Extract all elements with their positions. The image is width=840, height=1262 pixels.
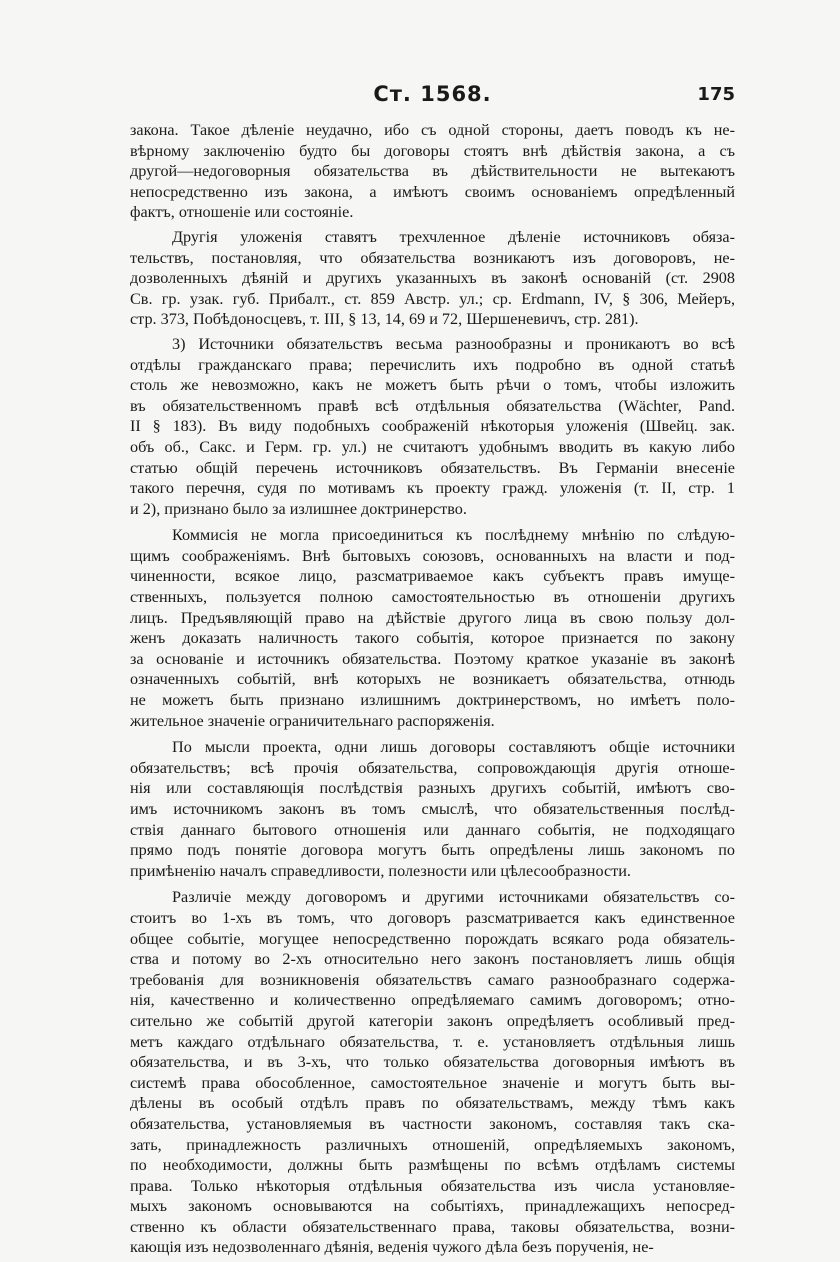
text-line: мыхъ закономъ основываются на событіяхъ, принадлежащихъ непосред- [130,1197,735,1216]
text-line: ства и потому во 2-хъ относительно него законъ постановляетъ лишь общія [130,950,735,969]
text-line: лицъ. Предъявляющій право на дѣйствіе другого лица въ свою пользу дол- [130,608,735,627]
text-line: фактъ, отношеніе или состояніе. [130,203,354,222]
text-line: статью общій перечень источниковъ обязательствъ. Въ Германіи внесеніе [130,458,735,477]
text-line: и 2), признано было за излишнее доктринерство. [130,499,467,518]
body-text [130,120,735,1262]
text-line: прямо подъ понятіе договора могутъ быть опредѣлены лишь закономъ по [130,841,735,860]
text-line: нія или составляющія послѣдствія разныхъ другихъ событій, имѣютъ сво- [130,779,735,798]
paragraph [130,334,735,519]
text-line: щимъ соображеніямъ. Внѣ бытовыхъ союзовъ, основанныхъ на власти и под- [130,546,735,565]
text-line: чиненности, всякое лицо, разсматриваемое какъ субъектъ правъ имуще- [130,567,735,586]
text-line: женъ доказать наличность такого событія, которое признается по закону [130,629,735,648]
text-line: ственно къ области обязательственнаго права, таковы обязательства, возни- [130,1217,735,1236]
text-line: права. Только нѣкоторыя отдѣльныя обязательства изъ числа установляе- [130,1176,735,1195]
text-line: По мысли проекта, одни лишь договоры составляютъ общіе источники [172,738,735,757]
text-line: сительно же событій другой категоріи законъ опредѣляетъ особливый пред- [130,1011,735,1030]
text-line: стоитъ во 1-хъ въ томъ, что договоръ разсматривается какъ единственное [130,908,735,927]
text-line: Св. гр. узак. губ. Прибалт., ст. 859 Австр. ул.; ср. Erdmann, IV, § 306, Мейеръ, [130,289,735,308]
text-line: столь же невозможно, какъ не можетъ быть рѣчи о томъ, чтобы изложить [130,376,735,395]
text-line: II § 183). Въ виду подобныхъ соображеній нѣкоторыя уложенія (Швейц. зак. [130,417,735,436]
paragraph [130,525,735,731]
text-line: обязательства, и въ 3-хъ, что только обязательства договорныя имѣютъ въ [130,1053,735,1072]
text-line: Другія уложенія ставятъ трехчленное дѣленіе источниковъ обяза- [172,227,735,246]
text-line: дозволенныхъ дѣяній и другихъ указанныхъ въ законѣ основаній (ст. 2908 [130,269,735,288]
text-line: тельствъ, постановляя, что обязательства возникаютъ изъ договоровъ, не- [130,248,735,267]
text-line: обязательствъ; всѣ прочія обязательства, сопровождающія другія отноше- [130,758,735,777]
text-line: за основаніе и источникъ обязательства. Поэтому краткое указаніе въ законѣ [130,649,735,668]
text-line: въ обязательственномъ правѣ всѣ отдѣльныя обязательства (Wächter, Pand. [130,396,735,415]
text-line: закона. Такое дѣленіе неудачно, ибо съ одной стороны, даетъ поводъ къ не- [130,121,735,139]
text-line: Коммисія не могла присоединиться къ послѣднему мнѣнію по слѣдую- [172,526,735,545]
text-line: по необходимости, должны быть размѣщены по всѣмъ отдѣламъ системы [130,1156,735,1175]
paragraph [130,737,735,881]
text-line: кающія изъ недозволеннаго дѣянія, веденія чужого дѣла безъ порученія, не- [130,1238,654,1257]
text-line: имъ источникомъ законъ въ томъ смыслѣ, что обязательственныя послѣд- [130,800,735,818]
text-line: нія, качественно и количественно опредѣляемаго самимъ договоромъ; отно- [130,991,735,1010]
text-line: жительное значеніе ограничительнаго распоряженія. [130,711,495,730]
text-line: объ об., Сакс. и Герм. гр. ул.) не считаютъ удобнымъ вводить въ какую либо [130,437,735,456]
text-line: не можетъ быть признано излишнимъ доктринерствомъ, но имѣетъ поло- [130,691,735,710]
text-line: Различіе между договоромъ и другими источниками обязательствъ со- [172,888,735,907]
page-number: 175 [697,84,735,105]
text-line: непосредственно изъ закона, а имѣютъ своимъ основаніемъ опредѣленный [130,182,735,201]
text-line: примѣненію началъ справедливости, полезности или цѣлесообразности. [130,861,631,880]
paragraph [130,887,735,1258]
article-heading: Ст. 1568. [373,82,492,106]
text-line: системѣ права обособленное, самостоятельное значеніе и могутъ быть вы- [130,1073,735,1092]
text-line: обязательства, установляемыя въ частности закономъ, составляя такъ ска- [130,1114,735,1133]
text-line: такого перечня, судя по мотивамъ къ проекту гражд. уложенія (т. II, стр. 1 [130,479,735,498]
page-header [130,82,735,112]
text-line: 3) Источники обязательствъ весьма разнообразны и проникаютъ во всѣ [172,334,735,353]
text-line: означенныхъ событій, внѣ которыхъ не возникаетъ обязательства, отнюдь [130,670,735,689]
text-line: вѣрному заключенію будто бы договоры стоятъ внѣ дѣйствія закона, а съ [130,141,735,160]
text-line: стр. 373, Побѣдоносцевъ, т. III, § 13, 14, 69 и 72, Шершеневичъ, стр. 281). [130,310,639,329]
text-line: отдѣлы гражданскаго права; перечислить ихъ подробно въ одной статьѣ [130,355,735,374]
paragraph [130,227,735,330]
text-line: другой—недоговорныя обязательства въ дѣйствительности не вытекаютъ [130,162,735,181]
text-line: требованія для возникновенія обязательствъ самаго разнообразнаго содержа- [130,970,735,989]
text-line: ственныхъ, пользуется полною самостоятельностью въ отношеніи другихъ [130,588,735,607]
text-line: общее событіе, могущее непосредственно порождать всякаго рода обязатель- [130,929,735,948]
text-line: метъ каждаго отдѣльнаго обязательства, т. е. установляетъ отдѣльныя лишь [130,1032,735,1051]
text-line: дѣлены въ особый отдѣлъ правъ по обязательствамъ, между тѣмъ какъ [130,1094,735,1113]
text-line: ствія даннаго бытового отношенія или даннаго событія, не подходящаго [130,820,735,839]
paragraph [130,120,735,223]
text-line: зать, принадлежность различныхъ отношеній, опредѣляемыхъ закономъ, [130,1135,735,1154]
